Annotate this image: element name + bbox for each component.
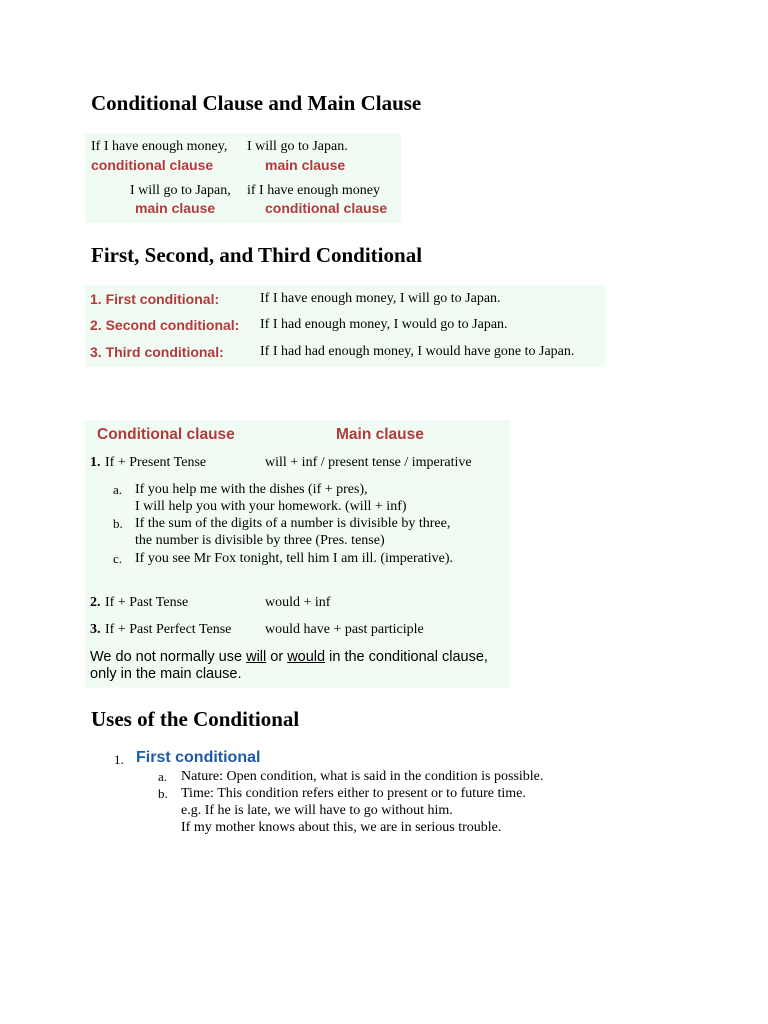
usage-note-line2: only in the main clause. <box>90 666 242 682</box>
row1-main: will + inf / present tense / imperative <box>265 455 472 470</box>
item-a-marker: a. <box>113 482 123 497</box>
example2-condition-label: conditional clause <box>265 200 388 216</box>
row2-condition: If + Past Tense <box>105 595 189 610</box>
usage-note-will: will <box>246 649 267 665</box>
usage-note-pre: We do not normally use <box>90 649 243 665</box>
row1-condition: If + Present Tense <box>105 455 207 470</box>
clause-example-box <box>85 133 401 223</box>
row3-condition: If + Past Perfect Tense <box>105 622 232 637</box>
usage-note <box>90 649 488 683</box>
type-example-second: If I had enough money, I would go to Japan. <box>260 317 508 332</box>
row1-number: 1. <box>90 455 101 470</box>
uses-example-1: e.g. If he is late, we will have to go without him. <box>181 803 453 818</box>
section-title-types: First, Second, and Third Conditional <box>91 243 423 267</box>
tense-table-box <box>85 420 510 688</box>
item-c-line1: If you see Mr Fox tonight, tell him I am ill. (imperative). <box>135 551 454 566</box>
item-b-line2: the number is divisible by three (Pres. tense) <box>135 533 385 548</box>
example2-main: I will go to Japan, <box>130 183 231 198</box>
usage-note-would: would <box>287 649 326 665</box>
type-label-first: 1. First conditional: <box>90 291 220 307</box>
uses-sub-b-marker: b. <box>158 786 168 801</box>
uses-item-title: First conditional <box>136 749 261 766</box>
row2-number: 2. <box>90 595 101 610</box>
type-label-third: 3. Third conditional: <box>90 344 224 360</box>
section-title-clauses: Conditional Clause and Main Clause <box>91 91 422 115</box>
item-c-marker: c. <box>113 551 123 566</box>
uses-sub-a-text: Nature: Open condition, what is said in the condition is possible. <box>181 769 544 784</box>
conditional-types-box <box>85 285 605 367</box>
section-title-uses: Uses of the Conditional <box>91 707 300 731</box>
uses-sub-a-marker: a. <box>158 769 168 784</box>
type-label-second: 2. Second conditional: <box>90 317 240 333</box>
row2-main: would + inf <box>265 595 331 610</box>
example1-condition: If I have enough money, <box>91 139 228 154</box>
type-example-first: If I have enough money, I will go to Japan. <box>260 291 501 306</box>
uses-example-2: If my mother knows about this, we are in serious trouble. <box>181 820 502 835</box>
type-example-third: If I had had enough money, I would have gone to Japan. <box>260 344 575 359</box>
example2-condition: if I have enough money <box>247 183 380 198</box>
example2-main-label: main clause <box>135 200 216 216</box>
example1-condition-label: conditional clause <box>91 157 214 173</box>
column-header-main: Main clause <box>336 426 424 443</box>
item-a-line1: If you help me with the dishes (if + pres), <box>135 482 368 497</box>
example1-main: I will go to Japan. <box>247 139 348 154</box>
row3-main: would have + past participle <box>265 622 424 637</box>
column-header-condition: Conditional clause <box>97 426 235 443</box>
usage-note-or: or <box>270 649 284 665</box>
row3-number: 3. <box>90 622 101 637</box>
usage-note-post: in the conditional clause, <box>329 649 488 665</box>
uses-sub-b-text: Time: This condition refers either to present or to future time. <box>181 786 526 801</box>
uses-item-number: 1. <box>114 752 124 767</box>
example1-main-label: main clause <box>265 157 346 173</box>
item-b-marker: b. <box>113 516 123 531</box>
item-a-line2: I will help you with your homework. (will + inf) <box>135 499 407 514</box>
item-b-line1: If the sum of the digits of a number is divisible by three, <box>135 516 451 531</box>
